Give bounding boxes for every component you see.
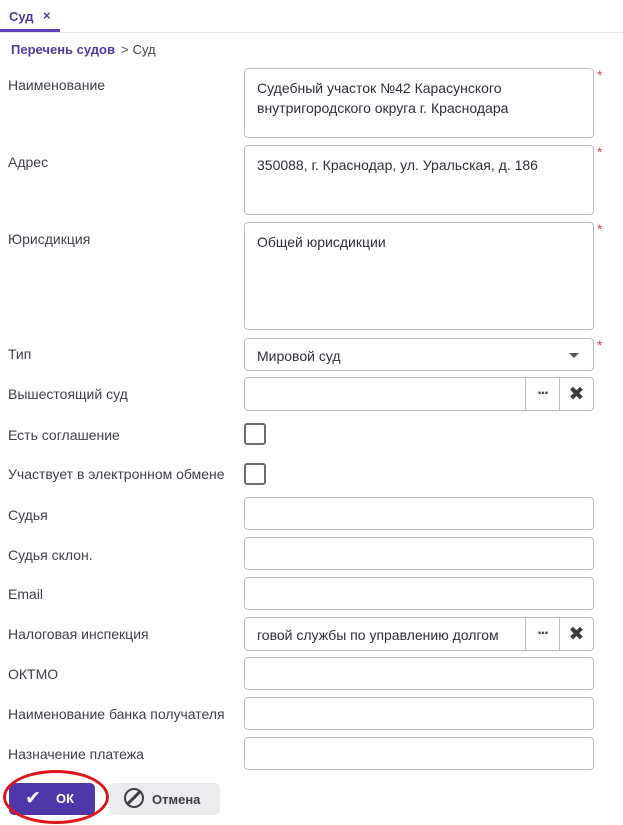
required-marker: * [597, 221, 603, 237]
judge-declined-label: Судья склон. [8, 547, 93, 563]
e-exchange-label: Участвует в электронном обмене [8, 466, 225, 482]
judge-declined-input[interactable] [244, 537, 594, 570]
oktmo-input[interactable] [244, 657, 594, 690]
checkmark-icon: ✔ [25, 788, 41, 809]
required-marker: * [597, 67, 603, 83]
superior-court-clear-button[interactable] [559, 378, 593, 410]
name-label: Наименование [8, 77, 106, 93]
tab-close-icon[interactable]: × [43, 8, 51, 23]
oktmo-label: ОКТМО [8, 666, 59, 682]
close-icon: ✖ [568, 383, 585, 405]
cancel-icon [124, 788, 144, 808]
breadcrumb-separator: > [120, 42, 129, 57]
email-label: Email [8, 586, 44, 602]
type-label: Тип [8, 346, 32, 362]
superior-court-browse-button[interactable] [525, 378, 559, 410]
breadcrumb-current: Суд [132, 42, 156, 57]
judge-label: Судья [8, 507, 48, 523]
address-textarea[interactable] [244, 145, 594, 215]
jurisdiction-label: Юрисдикция [8, 231, 91, 247]
tax-inspection-clear-button[interactable] [559, 618, 593, 650]
address-value: 350088, г. Краснодар, ул. Уральская, д. 186 [257, 157, 538, 173]
type-select[interactable] [244, 338, 594, 371]
ok-button-label: ОК [56, 791, 75, 806]
judge-input[interactable] [244, 497, 594, 530]
name-value: Судебный участок №42 Карасунского внутригородского округа г. Краснодара [257, 80, 509, 116]
payment-purpose-label: Назначение платежа [8, 746, 144, 762]
agreement-checkbox[interactable] [244, 423, 266, 445]
chevron-down-icon [569, 353, 579, 358]
tax-inspection-lookup[interactable] [244, 617, 594, 651]
type-value: Мировой суд [257, 348, 341, 364]
superior-court-label: Вышестоящий суд [8, 386, 128, 402]
agreement-label: Есть соглашение [8, 427, 120, 443]
bank-name-input[interactable] [244, 697, 594, 730]
ok-button[interactable] [9, 783, 95, 815]
cancel-button-label: Отмена [152, 792, 201, 807]
required-marker: * [597, 337, 603, 353]
tax-inspection-label: Налоговая инспекция [8, 626, 149, 642]
bank-name-label: Наименование банка получателя [8, 706, 225, 722]
jurisdiction-textarea[interactable] [244, 222, 594, 330]
tab-court[interactable] [0, 0, 60, 32]
tab-bar [0, 0, 623, 33]
ellipsis-icon: ... [537, 381, 548, 398]
tax-inspection-value: говой службы по управлению долгом [257, 627, 499, 643]
cancel-button[interactable] [110, 783, 220, 815]
required-marker: * [597, 144, 603, 160]
email-input[interactable] [244, 577, 594, 610]
e-exchange-checkbox[interactable] [244, 463, 266, 485]
jurisdiction-value: Общей юрисдикции [257, 234, 386, 250]
breadcrumb [11, 42, 156, 57]
payment-purpose-input[interactable] [244, 737, 594, 770]
breadcrumb-parent-link[interactable]: Перечень судов [11, 42, 115, 57]
superior-court-lookup[interactable] [244, 377, 594, 411]
tab-title: Суд [9, 9, 34, 24]
name-textarea[interactable] [244, 68, 594, 138]
tax-inspection-browse-button[interactable] [525, 618, 559, 650]
address-label: Адрес [8, 154, 49, 170]
ellipsis-icon: ... [537, 621, 548, 638]
close-icon: ✖ [568, 623, 585, 645]
